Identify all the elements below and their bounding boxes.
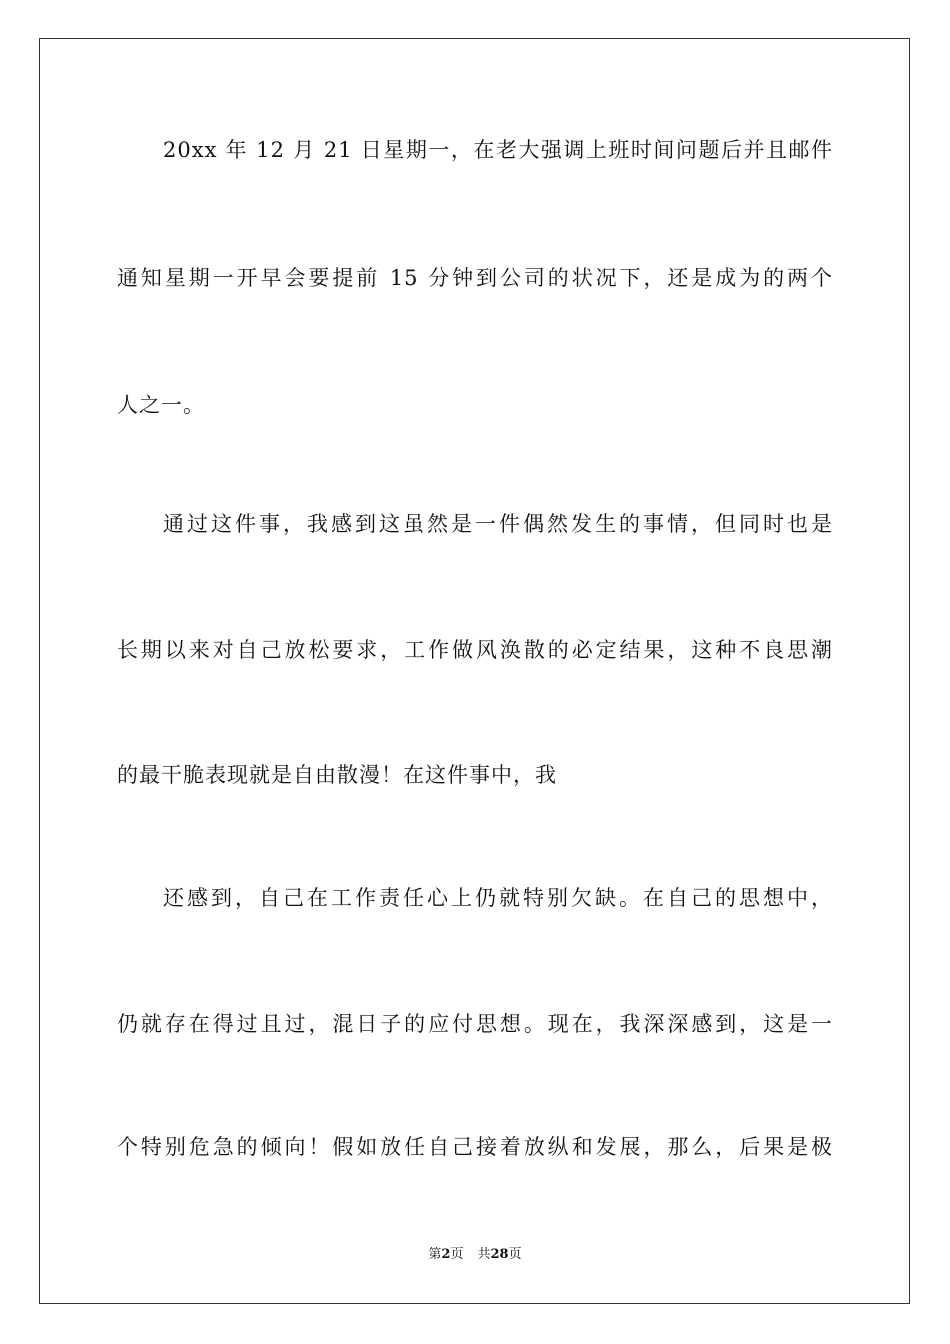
paragraph-line: 20xx 年 12 月 21 日星期一，在老大强调上班时间问题后并且邮件 (163, 138, 833, 162)
total-suffix: 页 (508, 1247, 522, 1262)
paragraph-line: 通知星期一开早会要提前 15 分钟到公司的状况下，还是成为的两个 (117, 266, 833, 290)
paragraph-line: 还感到，自己在工作责任心上仍就特别欠缺。在自己的思想中， (163, 886, 833, 910)
total-pages: 28 (490, 1247, 509, 1262)
paragraph-line: 个特别危急的倾向！假如放任自己接着放纵和发展，那么，后果是极 (117, 1135, 833, 1159)
total-prefix: 共 (477, 1247, 491, 1262)
page-suffix: 页 (450, 1247, 464, 1262)
paragraph-line: 通过这件事，我感到这虽然是一件偶然发生的事情，但同时也是 (163, 512, 833, 536)
paragraph-line: 人之一。 (117, 393, 205, 417)
page-footer (0, 1246, 950, 1264)
paragraph-line: 的最干脆表现就是自由散漫！在这件事中，我 (117, 763, 557, 787)
page-prefix: 第 (428, 1247, 442, 1262)
paragraph-line: 长期以来对自己放松要求，工作做风涣散的必定结果，这种不良思潮 (117, 638, 833, 662)
page-number: 2 (441, 1247, 451, 1262)
page-frame (39, 38, 910, 1304)
paragraph-line: 仍就存在得过且过，混日子的应付思想。现在，我深深感到，这是一 (117, 1012, 833, 1036)
